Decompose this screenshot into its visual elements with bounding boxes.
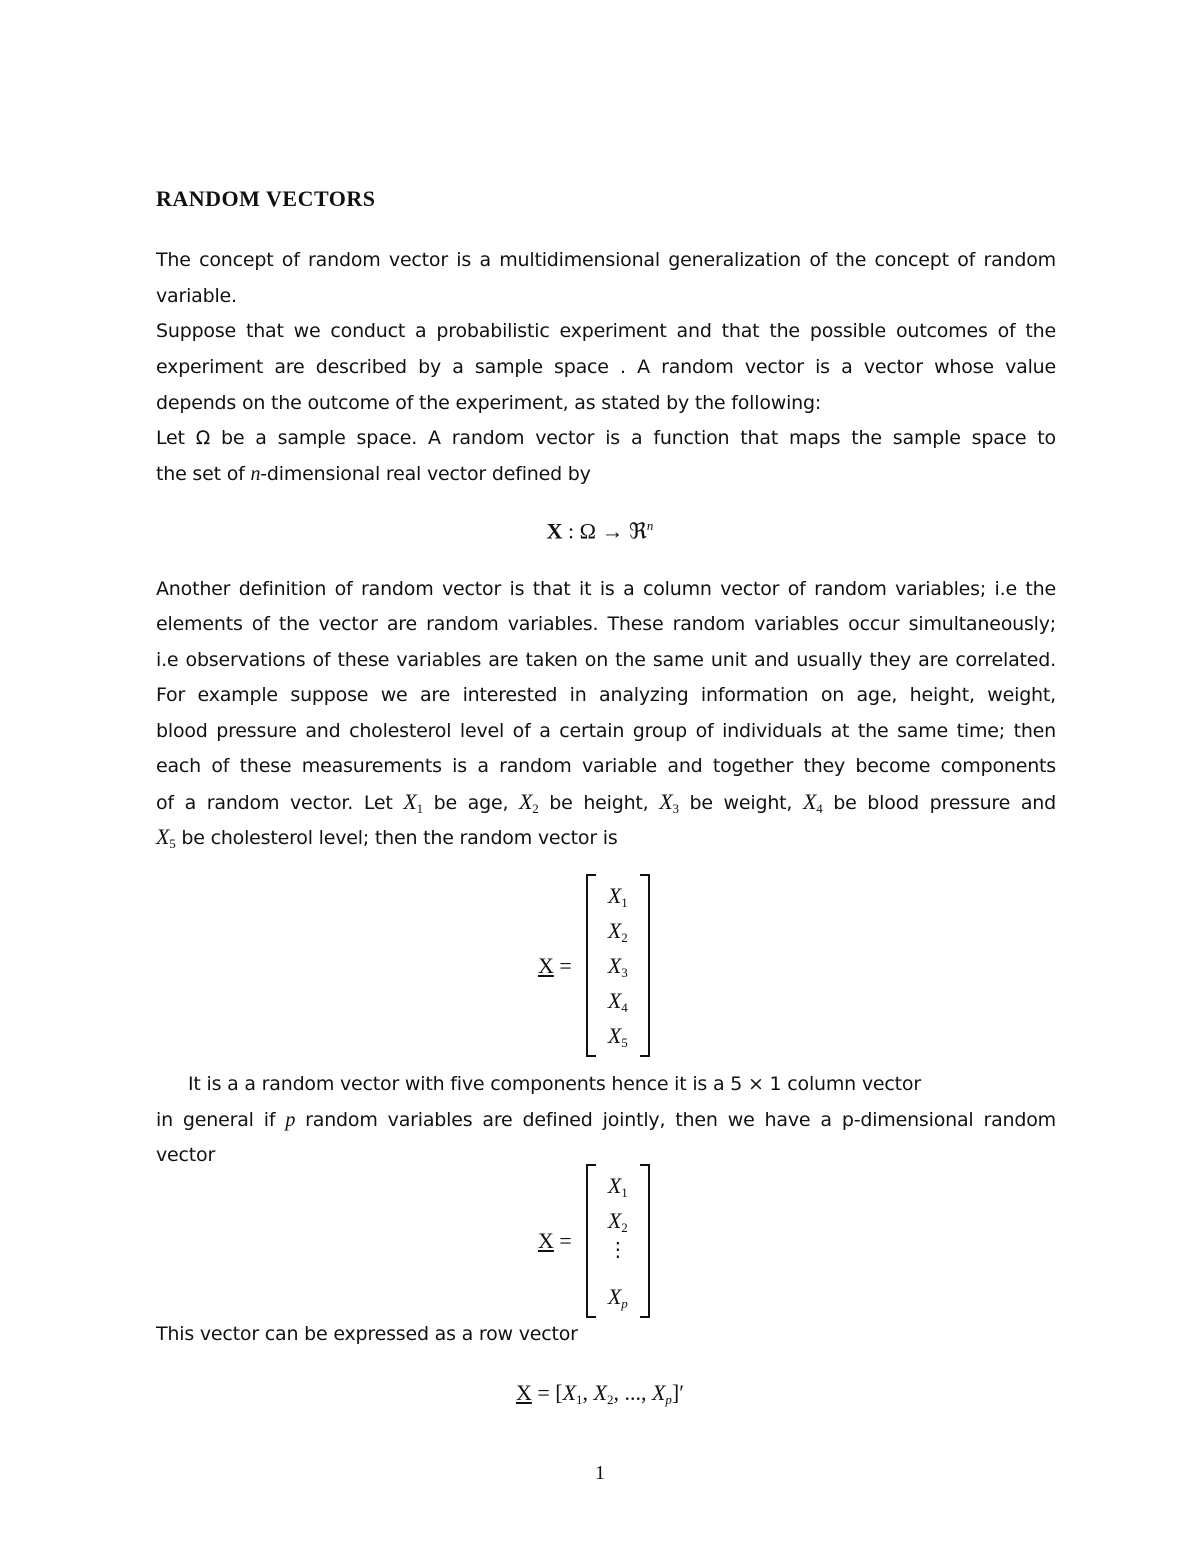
subscript: p [621, 1296, 628, 1311]
paragraph-line: Another definition of random vector is that it is a column vector of random variables; i.e the [156, 578, 1056, 600]
math-X1 [403, 789, 423, 814]
dimension-text: 5 × 1 [730, 1073, 782, 1095]
column-vector-5 [538, 874, 650, 1057]
paragraph-line [156, 1108, 1056, 1132]
text-span: -dimensional real vector defined by [260, 463, 591, 485]
paragraph-line: variable. [156, 285, 237, 307]
entry-Xp [608, 1279, 628, 1314]
column-vector-p [538, 1164, 650, 1318]
subscript: p [665, 1392, 672, 1407]
var-symbol: X [607, 988, 622, 1013]
math-X3 [659, 789, 679, 814]
entry-X4 [608, 983, 628, 1018]
text-span: in general if [156, 1109, 286, 1131]
separator: , [582, 1380, 594, 1405]
subscript: 2 [532, 801, 539, 816]
matrix [586, 1164, 650, 1318]
paragraph-line: experiment are described by a sample space . A random vector is a vector whose value [156, 356, 1056, 378]
paragraph-line: Let Ω be a sample space. A random vector is a function that maps the sample space to [156, 427, 1056, 449]
superscript-n: n [646, 518, 654, 533]
text-span: random variables are defined jointly, then we have a p-dimensional random [295, 1109, 1056, 1131]
vector-lhs [538, 1228, 572, 1254]
text-span: be cholesterol level; then the random vector is [175, 827, 618, 849]
text-span: column vector [781, 1073, 921, 1095]
var-symbol: X [562, 1380, 577, 1405]
subscript: 4 [816, 801, 823, 816]
underlined-X: X [538, 952, 554, 978]
math-X1 [563, 1380, 583, 1405]
entry-X1 [608, 1168, 628, 1203]
math-variable-p: p [285, 1109, 296, 1131]
subscript: 2 [606, 1392, 614, 1407]
subscript: 1 [621, 1185, 628, 1200]
subscript: 2 [621, 1220, 628, 1235]
entry-X2 [608, 1203, 628, 1238]
subscript: 1 [621, 895, 628, 910]
subscript: 5 [169, 836, 176, 851]
var-symbol: X [519, 789, 533, 814]
text-span: be age, [422, 792, 519, 814]
equals-sign: = [553, 1228, 572, 1253]
subscript: 1 [576, 1392, 583, 1407]
paragraph-line: For example suppose we are interested in analyzing information on age, height, weight, [156, 684, 1056, 706]
underlined-X: X [515, 1380, 532, 1405]
matrix [586, 874, 650, 1057]
math-X2 [519, 789, 539, 814]
subscript: 3 [672, 801, 679, 816]
var-symbol: X [593, 1380, 607, 1405]
var-symbol: X [651, 1380, 666, 1405]
var-symbol: X [403, 789, 417, 814]
subscript: 5 [621, 1035, 628, 1050]
text-span: be weight, [678, 792, 803, 814]
paragraph-line [188, 1072, 1048, 1096]
math-variable-n: n [250, 463, 261, 485]
text-span: be blood pressure and [822, 792, 1056, 814]
paragraph-line: Suppose that we conduct a probabilistic experiment and that the possible outcomes of the [156, 320, 1056, 342]
math-Xp [652, 1380, 672, 1405]
var-symbol: X [659, 789, 673, 814]
right-bracket [640, 1164, 650, 1318]
vertical-dots: ⋮ [607, 1239, 628, 1261]
var-symbol: X [607, 953, 622, 978]
paragraph-line: depends on the outcome of the experiment, as stated by the following: [156, 392, 822, 414]
underlined-X: X [538, 1228, 554, 1253]
bold-X: X [546, 518, 563, 544]
text-span: It is a a random vector with five components hence it is a [188, 1073, 731, 1095]
subscript: 3 [621, 965, 628, 980]
row-vector-equation [0, 1380, 1200, 1406]
mapping-equation [0, 518, 1200, 544]
var-symbol: X [607, 918, 622, 943]
equation-text: = [ [531, 1380, 563, 1405]
text-span: be height, [538, 792, 660, 814]
subscript: 2 [621, 930, 628, 945]
var-symbol: X [156, 824, 170, 849]
paragraph-line: i.e observations of these variables are taken on the same unit and usually they are correlated. [156, 649, 1056, 671]
paragraph-line [156, 462, 1056, 486]
page-number: 1 [595, 1462, 605, 1484]
subscript: 1 [416, 801, 423, 816]
right-bracket [640, 874, 650, 1057]
entry-X3 [608, 948, 628, 983]
equation-text: : Ω → ℜ [562, 518, 647, 544]
subscript: 4 [621, 1000, 628, 1015]
entry-X1 [608, 878, 628, 913]
paragraph-line: elements of the vector are random variables. These random variables occur simultaneously; [156, 613, 1056, 635]
math-X5 [156, 824, 176, 849]
paragraph-line: each of these measurements is a random variable and together they become components [156, 755, 1056, 777]
paragraph-line: blood pressure and cholesterol level of a certain group of individuals at the same time; then [156, 720, 1056, 742]
entry-X5 [608, 1018, 628, 1053]
var-symbol: X [607, 1173, 622, 1198]
text-span: of a random vector. Let [156, 792, 404, 814]
section-heading: RANDOM VECTORS [156, 186, 376, 211]
var-symbol: X [802, 789, 817, 814]
var-symbol: X [607, 1023, 622, 1048]
left-bracket [586, 874, 596, 1057]
var-symbol: X [607, 883, 622, 908]
text-span: the set of [156, 463, 251, 485]
paragraph-line: This vector can be expressed as a row vector [156, 1323, 578, 1345]
var-symbol: X [607, 1208, 622, 1233]
vector-lhs [538, 953, 572, 979]
var-symbol: X [607, 1284, 622, 1309]
math-X2 [594, 1380, 614, 1405]
separator: , ..., [613, 1380, 652, 1405]
equals-sign: = [553, 952, 572, 978]
math-X4 [803, 789, 823, 814]
transpose-close: ]′ [671, 1380, 685, 1405]
paragraph-line: vector [156, 1144, 216, 1166]
left-bracket [586, 1164, 596, 1318]
paragraph-line: The concept of random vector is a multidimensional generalization of the concept of random [156, 249, 1056, 271]
paragraph-line [156, 790, 1056, 815]
entry-X2 [608, 913, 628, 948]
paragraph-line [156, 825, 1056, 850]
